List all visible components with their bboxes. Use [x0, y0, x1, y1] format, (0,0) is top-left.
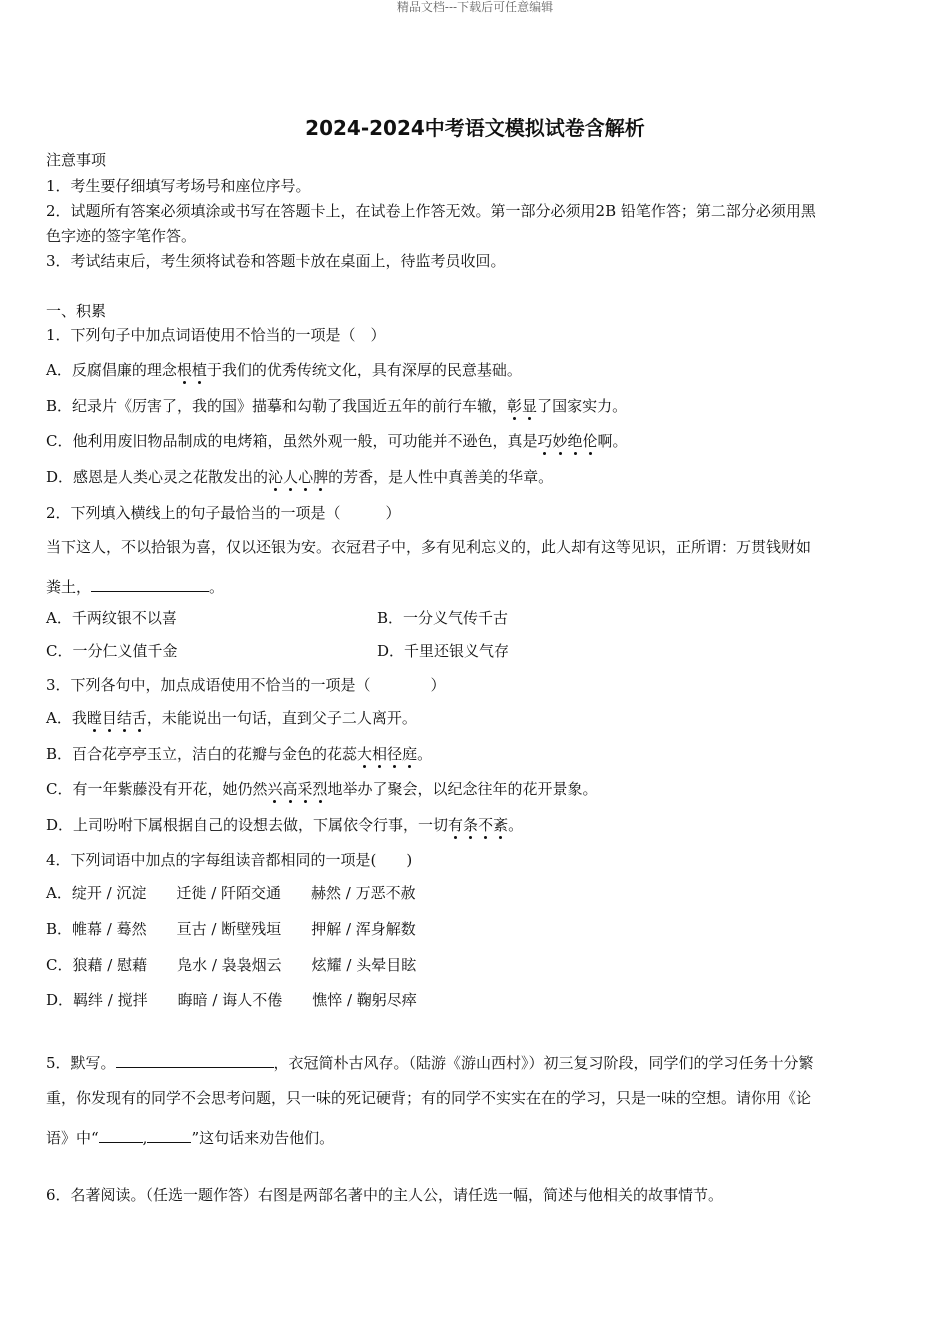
emphasis-char: 相	[372, 745, 388, 763]
question-1-option-b: B．纪录片《厉害了，我的国》描摹和勾勒了我国近五年的前行车辙，彰显了国家实力。	[46, 397, 628, 415]
emphasis-char: 瞠	[86, 709, 102, 727]
question-3-option-c: C．有一年紫藤没有开花，她仍然兴高采烈地举办了聚会，以纪念往年的花开景象。	[46, 780, 598, 798]
emphasis-char: 兴	[267, 780, 283, 798]
page-header: 精品文档---下载后可任意编辑	[396, 0, 554, 14]
emphasis-char: 心	[298, 468, 314, 486]
question-4-option-c: C．狼藉 / 慰藉 凫水 / 袅袅烟云 炫耀 / 头晕目眩	[46, 956, 417, 974]
question-1-stem: 1．下列句子中加点词语使用不恰当的一项是（ ）	[46, 326, 386, 344]
emphasis-char: 妙	[552, 432, 568, 450]
page-title: 2024-2024中考语文模拟试卷含解析	[305, 116, 645, 140]
question-4-option-d: D．羁绊 / 搅拌 晦暗 / 诲人不倦 憔悴 / 鞠躬尽瘁	[46, 991, 417, 1009]
question-3-stem: 3．下列各句中，加点成语使用不恰当的一项是（ ）	[46, 676, 446, 694]
emphasis-char: 人	[283, 468, 299, 486]
emphasis-char: 伦	[582, 432, 598, 450]
notice-heading: 注意事项	[46, 151, 107, 169]
dotted-term	[177, 361, 207, 379]
question-3-option-d: D．上司吩咐下属根据自己的设想去做，下属依令行事，一切有条不紊。	[46, 816, 524, 834]
emphasis-char: 有	[448, 816, 464, 834]
question-2-option-b: B．一分义气传千古	[377, 609, 509, 627]
section-heading: 一、积累	[46, 302, 107, 320]
notice-item: 3．考试结束后，考生须将试卷和答题卡放在桌面上，待监考员收回。	[46, 252, 506, 270]
emphasis-char: 绝	[567, 432, 583, 450]
emphasis-char: 紊	[493, 816, 509, 834]
question-6-stem: 6．名著阅读。（任选一题作答）右图是两部名著中的主人公，请任选一幅，简述与他相关的故事情节。	[46, 1186, 724, 1204]
emphasis-char: 高	[282, 780, 298, 798]
answer-blank[interactable]	[116, 1051, 274, 1068]
dotted-term	[268, 468, 328, 486]
notice-item: 色字迹的签字笔作答。	[46, 227, 197, 245]
dotted-term	[357, 745, 417, 763]
emphasis-char: 彰	[507, 397, 523, 415]
question-5-line: 5．默写。 ，衣冠简朴古风存。（陆游《游山西村》）初三复习阶段，同学们的学习任务十分繁	[46, 1051, 814, 1073]
question-2-option-c: C．一分仁义值千金	[46, 642, 178, 660]
emphasis-char: 大	[357, 745, 373, 763]
emphasis-char: 烈	[312, 780, 328, 798]
emphasis-char: 沁	[268, 468, 284, 486]
question-1-option-a: A．反腐倡廉的理念根植于我们的优秀传统文化，具有深厚的民意基础。	[46, 361, 522, 379]
question-4-option-b: B．帷幕 / 蓦然 亘古 / 断壁残垣 押解 / 浑身解数	[46, 920, 416, 938]
question-4-option-a: A．绽开 / 沉淀 迁徙 / 阡陌交通 赫然 / 万恶不赦	[46, 884, 416, 902]
emphasis-char: 舌	[131, 709, 147, 727]
emphasis-char: 径	[387, 745, 403, 763]
emphasis-char: 结	[116, 709, 132, 727]
question-2-option-d: D．千里还银义气存	[377, 642, 510, 660]
answer-blank[interactable]	[99, 1126, 143, 1143]
emphasis-char: 植	[191, 361, 207, 379]
question-1-option-c: C．他利用废旧物品制成的电烤箱，虽然外观一般，可功能并不逊色，真是巧妙绝伦啊。	[46, 432, 628, 450]
notice-item: 1．考生要仔细填写考场号和座位序号。	[46, 177, 311, 195]
question-2-stem: 2．下列填入横线上的句子最恰当的一项是（ ）	[46, 504, 401, 522]
dotted-term	[267, 780, 327, 798]
question-4-stem: 4．下列词语中加点的字每组读音都相同的一项是( )	[46, 851, 413, 869]
dotted-term	[537, 432, 597, 450]
dotted-term	[507, 397, 537, 415]
emphasis-char: 显	[522, 397, 538, 415]
question-1-option-d: D．感恩是人类心灵之花散发出的沁人心脾的芳香，是人性中真善美的华章。	[46, 468, 554, 486]
question-5-line: 语》中“ , ”这句话来劝告他们。	[46, 1126, 334, 1148]
question-2-passage: 当下这人，不以拾银为喜，仅以还银为安。衣冠君子中，多有见利忘义的，此人却有这等见识，正所谓：万贯钱财如	[46, 538, 812, 556]
emphasis-char: 根	[176, 361, 192, 379]
question-5-line: 重，你发现有的同学不会思考问题，只一味的死记硬背；有的同学不实实在在的学习，只是一味的空想。请你用《论	[46, 1089, 812, 1107]
dotted-term	[448, 816, 508, 834]
emphasis-char: 不	[478, 816, 494, 834]
emphasis-char: 巧	[537, 432, 553, 450]
question-2-option-a: A．千两纹银不以喜	[46, 609, 177, 627]
question-2-passage: 粪土， 。	[46, 575, 224, 597]
emphasis-char: 脾	[313, 468, 329, 486]
emphasis-char: 庭	[402, 745, 418, 763]
emphasis-char: 条	[463, 816, 479, 834]
emphasis-char: 目	[101, 709, 117, 727]
emphasis-char: 采	[297, 780, 313, 798]
notice-item: 2．试题所有答案必须填涂或书写在答题卡上，在试卷上作答无效。第一部分必须用2B 铅笔作答；第二部分必须用黑	[46, 202, 816, 220]
question-3-option-a: A．我瞠目结舌，未能说出一句话，直到父子二人离开。	[46, 709, 417, 727]
dotted-term	[87, 709, 147, 727]
answer-blank[interactable]	[91, 575, 209, 592]
question-3-option-b: B．百合花亭亭玉立，洁白的花瓣与金色的花蕊大相径庭。	[46, 745, 433, 763]
answer-blank[interactable]	[147, 1126, 191, 1143]
